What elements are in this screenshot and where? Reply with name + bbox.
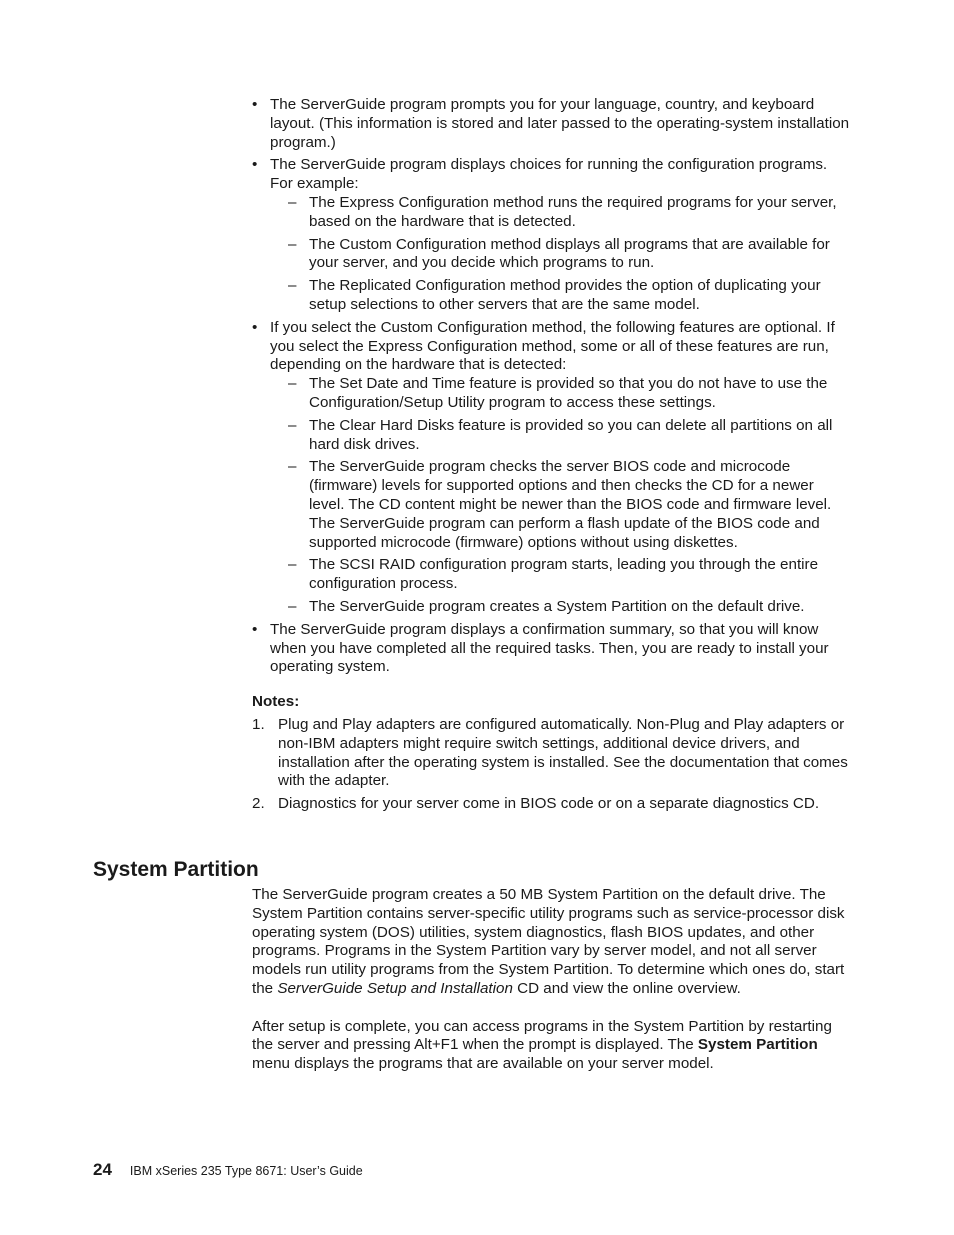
dash-item [270, 556, 852, 594]
dash-item [270, 598, 852, 617]
main-content [252, 96, 852, 818]
bullet-item [252, 156, 852, 314]
note-number: 1. [252, 715, 265, 733]
note-number: 2. [252, 795, 265, 813]
dash-item [270, 194, 852, 232]
dash-marker: – [288, 235, 297, 253]
dash-text: The Set Date and Time feature is provided so that you do not have to use the Configuration/Setup Utility program to access these settings. [309, 375, 828, 411]
dash-item [270, 277, 852, 315]
notes-list [252, 716, 852, 814]
bullet-marker: • [252, 156, 258, 174]
dash-item [270, 375, 852, 413]
dash-text: The ServerGuide program creates a System Partition on the default drive. [309, 597, 805, 615]
dash-marker: – [288, 556, 297, 574]
bullet-text: The ServerGuide program prompts you for your language, country, and keyboard layout. (This information is stored and later passed to the operating-system installation program.) [270, 96, 850, 151]
dash-item [270, 417, 852, 455]
dash-text: The Custom Configuration method displays all programs that are available for your server, and you decide which programs to run. [309, 235, 830, 272]
bullet-item [252, 319, 852, 617]
product-title: ServerGuide Setup and Installation [277, 979, 513, 997]
dash-marker: – [288, 193, 297, 211]
paragraph-text: menu displays the programs that are available on your server model. [252, 1055, 714, 1073]
dash-text: The ServerGuide program checks the server BIOS code and microcode (firmware) levels for supported options and then checks the CD for a newer level. The CD content might be newer than the BIOS code and firmware level. The ServerGuide program can perform a flash update of the BIOS code and supported microcode (firmware) options without using diskettes. [309, 458, 832, 551]
dash-marker: – [288, 597, 297, 615]
dash-list [270, 194, 852, 315]
bullet-marker: • [252, 96, 258, 113]
bullet-text: The ServerGuide program displays choices for running the configuration programs. For example: [270, 156, 828, 193]
bullet-item [252, 621, 852, 677]
dash-text: The Clear Hard Disks feature is provided so you can delete all partitions on all hard disk drives. [309, 416, 833, 453]
dash-marker: – [288, 416, 297, 434]
dash-list [270, 375, 852, 617]
bullet-list [252, 96, 852, 677]
section-heading: System Partition [93, 858, 259, 881]
dash-text: The Express Configuration method runs the required programs for your server, based on the hardware that is detected. [309, 193, 837, 230]
dash-marker: – [288, 277, 297, 295]
section-paragraph-1 [252, 886, 852, 999]
page-footer [93, 1160, 363, 1180]
note-item [252, 795, 852, 814]
bullet-item [252, 96, 852, 152]
paragraph-text: CD and view the online overview. [512, 979, 741, 997]
dash-text: The SCSI RAID configuration program starts, leading you through the entire configuration process. [309, 556, 819, 593]
footer-title: IBM xSeries 235 Type 8671: User’s Guide [129, 1164, 363, 1178]
dash-item [270, 458, 852, 552]
bullet-marker: • [252, 318, 258, 336]
paragraph-text: The ServerGuide program creates a 50 MB System Partition on the default drive. The System Partition contains server-specific utility programs such as service-processor disk operating system (DOS) utilities, system diagnostics, flash BIOS updates, and other programs. Programs in the System Partition vary by server model, and not all server models run utility programs from the System Partition. To determine which ones do, start the [252, 886, 845, 997]
bullet-text: If you select the Custom Configuration method, the following features are optional. If you select the Express Configuration method, some or all of these features are run, depending on the hardware that is detected: [270, 318, 835, 374]
note-item [252, 716, 852, 791]
menu-name: System Partition [697, 1036, 818, 1054]
section-paragraph-2 [252, 1018, 852, 1074]
notes-heading: Notes: [252, 693, 300, 711]
dash-marker: – [288, 375, 297, 393]
note-text: Diagnostics for your server come in BIOS code or on a separate diagnostics CD. [278, 795, 820, 813]
note-text: Plug and Play adapters are configured automatically. Non-Plug and Play adapters or non-IBM adapters might require switch settings, additional device drivers, and installation after the operating system is installed. See the documentation that comes with the adapter. [278, 715, 848, 790]
paragraph-text: After setup is complete, you can access programs in the System Partition by restarting the server and pressing Alt+F1 when the prompt is displayed. The [252, 1017, 832, 1054]
bullet-text: The ServerGuide program displays a confirmation summary, so that you will know when you have completed all the required tasks. Then, you are ready to install your operating system. [270, 620, 829, 676]
section-body [252, 886, 852, 1093]
page-number: 24 [93, 1160, 112, 1179]
dash-text: The Replicated Configuration method provides the option of duplicating your setup selections to other servers that are the same model. [309, 277, 821, 313]
bullet-marker: • [252, 620, 258, 638]
dash-item [270, 236, 852, 274]
dash-marker: – [288, 458, 297, 476]
